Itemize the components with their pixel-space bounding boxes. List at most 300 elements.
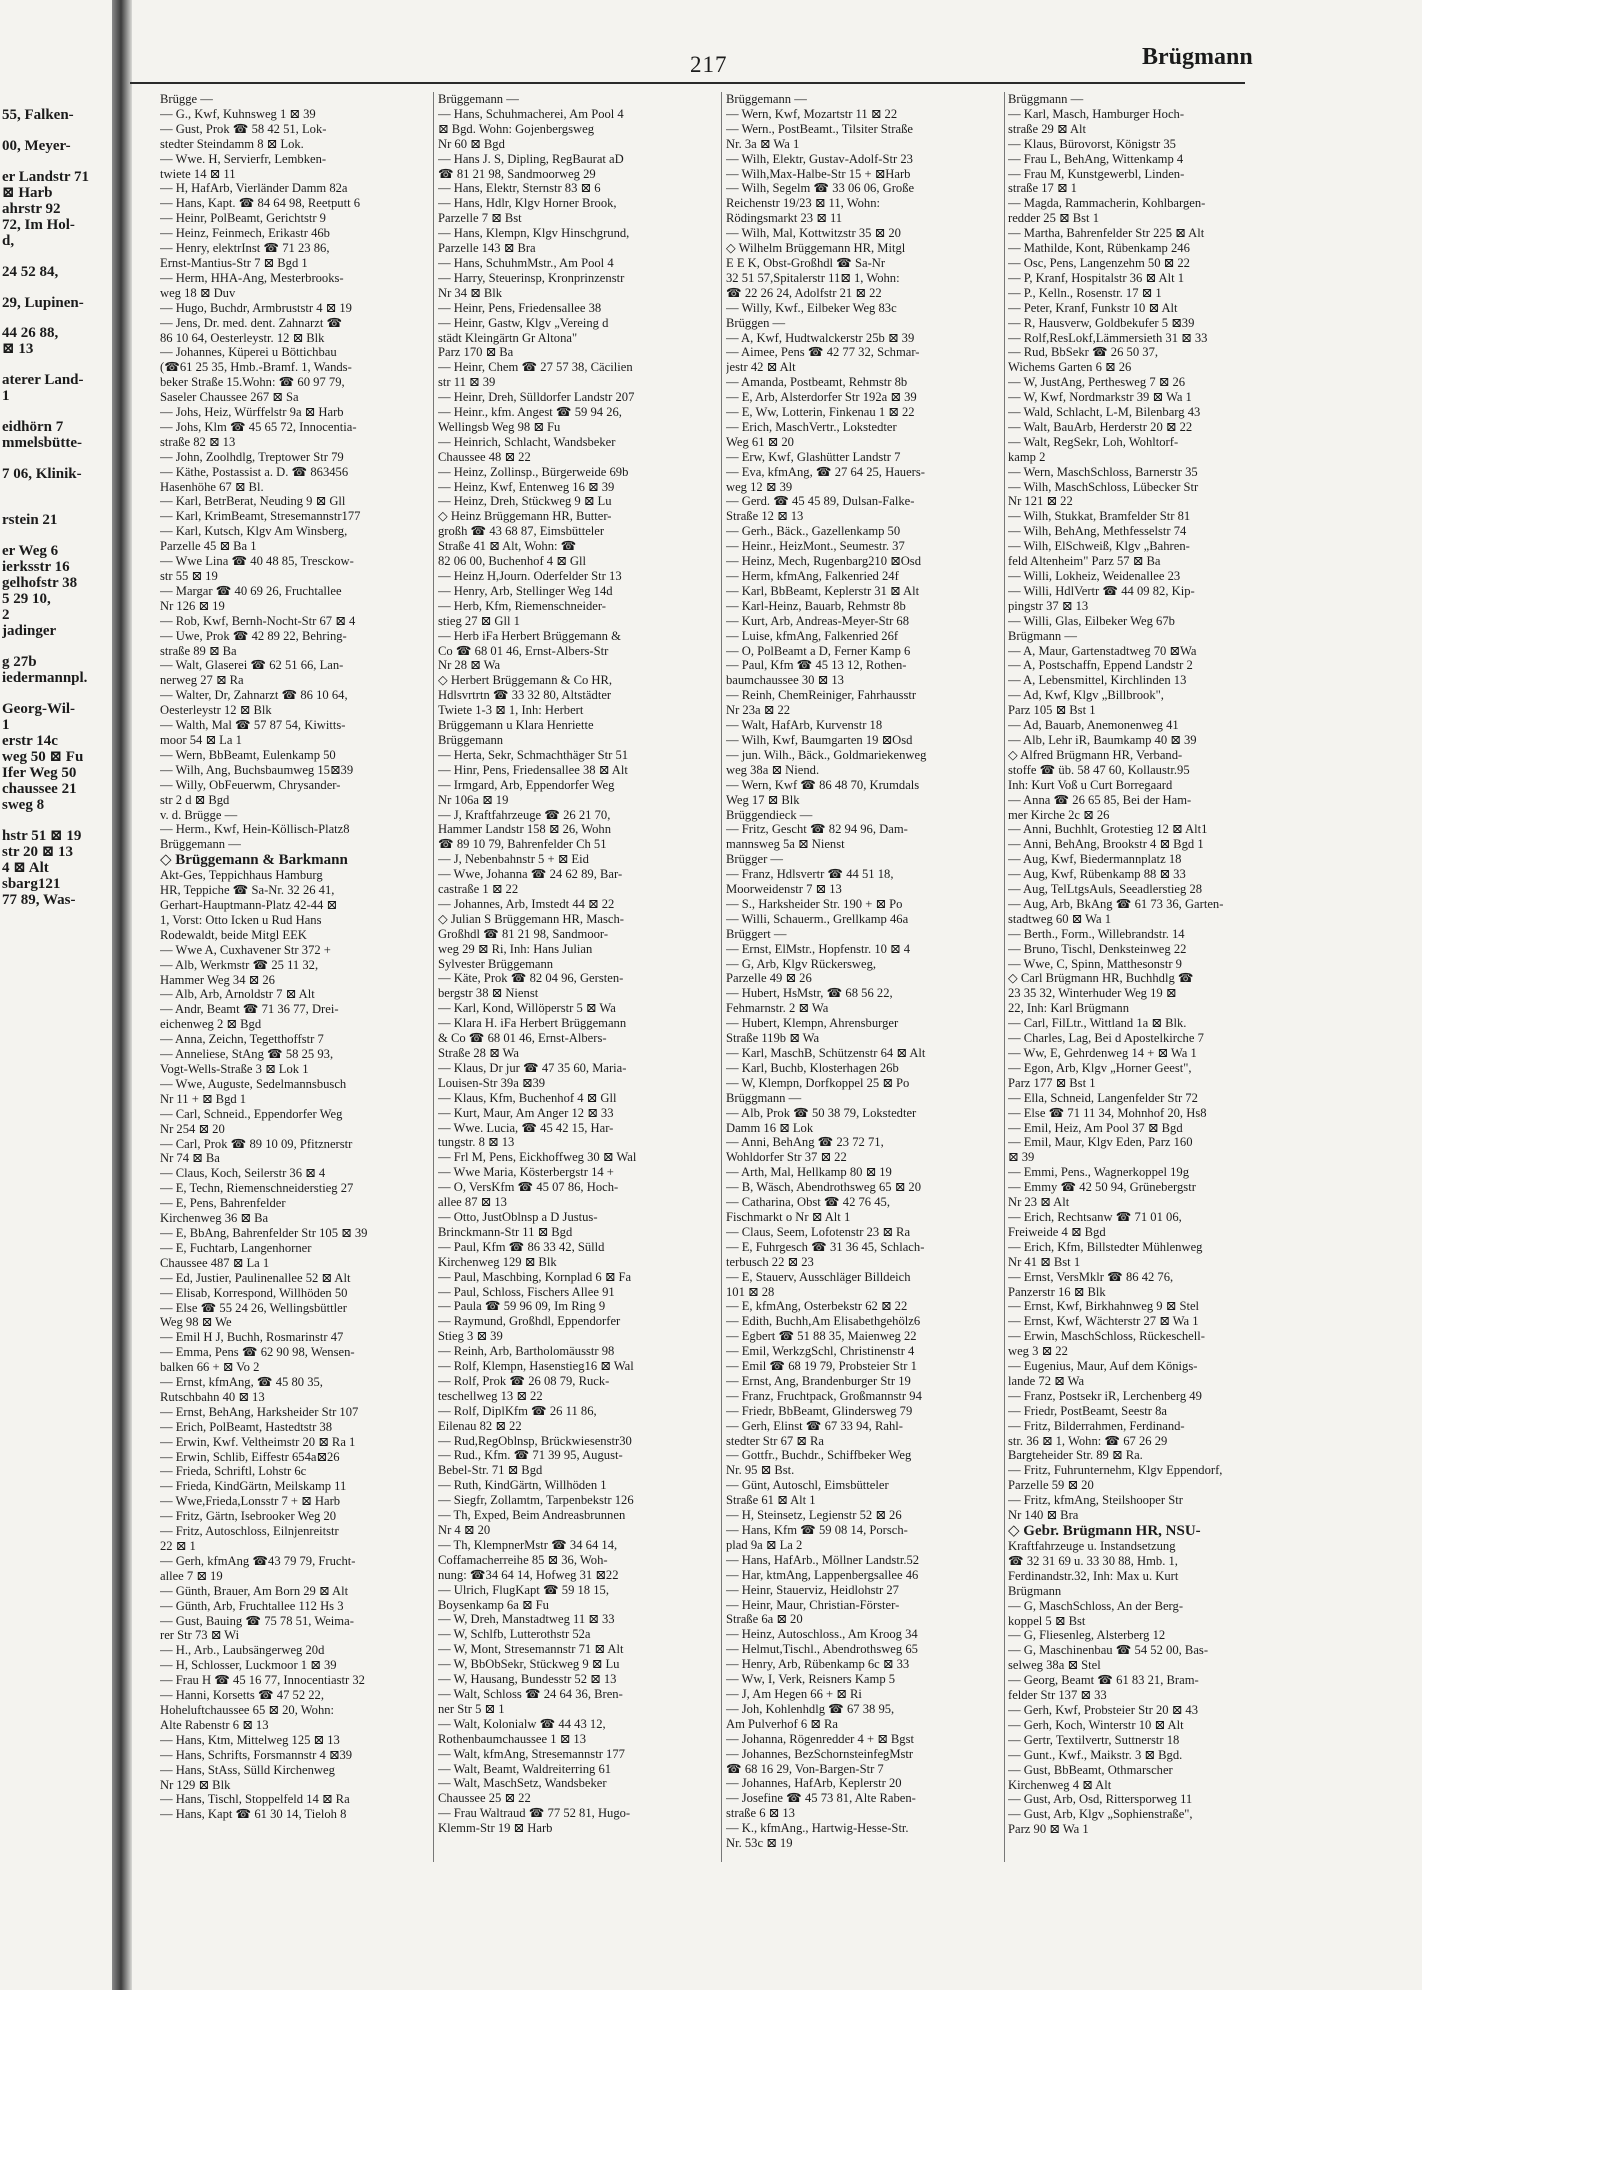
directory-entry: — Frau L, BehAng, Wittenkamp 4 (1008, 151, 1184, 166)
directory-entry: — Walt, BauArb, Herderstr 20 ⊠ 22 (1008, 419, 1193, 434)
directory-entry: Gerhart-Hauptmann-Platz 42-44 ⊠ (160, 898, 338, 913)
directory-entry: — Frau H ☎ 45 16 77, Innocentiastr 32 (160, 1673, 365, 1688)
directory-entry: — Georg, Beamt ☎ 61 83 21, Bram- (1008, 1673, 1199, 1688)
directory-entry: — Klaus, Bürovorst, Königstr 35 (1008, 136, 1176, 151)
directory-entry: — Ernst, VersMklr ☎ 86 42 76, (1008, 1269, 1174, 1284)
directory-entry: — Ed, Justier, Paulinenallee 52 ⊠ Alt (160, 1270, 351, 1285)
directory-entry: — E, Fuhrgesch ☎ 31 36 45, Schlach- (726, 1239, 925, 1254)
directory-entry: — Hans, Schuhmacherei, Am Pool 4 (438, 106, 624, 121)
directory-entry: — Johannes, Küperei u Böttichbau (160, 345, 337, 360)
directory-entry: sweg 8 (2, 796, 45, 813)
directory-entry: 72, Im Hol- (2, 216, 75, 233)
directory-entry: — Friedr, BbBeamt, Glindersweg 79 (726, 1403, 913, 1418)
directory-entry: Sylvester Brüggemann (438, 956, 554, 971)
directory-entry: — Johannes, BezSchornsteinfegMstr (726, 1746, 914, 1761)
directory-entry: Brüggert — (726, 926, 787, 941)
directory-entry: — Peter, Kranf, Funkstr 10 ⊠ Alt (1008, 300, 1178, 315)
directory-entry: — Else ☎ 55 24 26, Wellingsbüttler (160, 1300, 347, 1315)
directory-entry: rstein 21 (2, 511, 58, 528)
directory-entry: — Wwe Maria, Kösterbergstr 14 + (438, 1165, 614, 1180)
directory-entry: — Gerh, Elinst ☎ 67 33 94, Rahl- (726, 1418, 903, 1433)
directory-entry: Brügmann — (1008, 628, 1077, 643)
directory-entry: jadinger (2, 622, 57, 639)
directory-entry: — W, Schlfb, Lutterothstr 52a (438, 1627, 591, 1642)
directory-entry: Wellingsb Weg 98 ⊠ Fu (438, 419, 561, 434)
directory-entry: Oesterleystr 12 ⊠ Blk (160, 703, 272, 718)
directory-entry (2, 249, 102, 264)
directory-entry: — Heinr, Gastw, Klgv „Vereing d (438, 315, 609, 330)
directory-entry (2, 357, 102, 372)
directory-entry: — Willi, Lokheiz, Weidenallee 23 (1008, 569, 1181, 583)
directory-entry: Nr 4 ⊠ 20 (438, 1523, 491, 1537)
directory-entry: castraße 1 ⊠ 22 (438, 882, 519, 897)
directory-entry: — Walter, Dr, Zahnarzt ☎ 86 10 64, (160, 688, 348, 703)
directory-entry: — Willy, Kwf., Eilbeker Weg 83c (726, 300, 897, 315)
directory-entry: mmelsbütte- (2, 435, 82, 452)
directory-entry: — Anneliese, StAng ☎ 58 25 93, (160, 1047, 334, 1062)
directory-entry: Fischmarkt o Nr ⊠ Alt 1 (726, 1209, 851, 1224)
directory-entry: — Wwe, C, Spinn, Matthesonstr 9 (1008, 956, 1182, 971)
directory-entry: ◇ Heinz Brüggemann HR, Butter- (438, 509, 612, 524)
directory-entry: — Reinh, ChemReiniger, Fahrhausstr (726, 688, 917, 703)
directory-entry: — jun. Wilh., Bäck., Goldmariekenweg (726, 747, 927, 762)
directory-entry: — Karl, KrimBeamt, Stresemannstr177 (160, 509, 361, 524)
directory-entry: — Kurt, Arb, Andreas-Meyer-Str 68 (726, 613, 910, 628)
directory-entry: balken 66 + ⊠ Vo 2 (160, 1360, 260, 1375)
directory-entry (2, 497, 102, 512)
directory-entry: Nr 126 ⊠ 19 (160, 598, 225, 613)
directory-entry: — Emil ☎ 68 19 79, Probsteier Str 1 (726, 1359, 917, 1374)
directory-entry: — Henry, elektrInst ☎ 71 23 86, (160, 241, 330, 256)
directory-entry: Brinckmann-Str 11 ⊠ Bgd (438, 1224, 573, 1239)
directory-entry: — A, Kwf, Hudtwalckerstr 25b ⊠ 39 (726, 330, 915, 345)
directory-entry: Wohldorfer Str 37 ⊠ 22 (726, 1150, 847, 1165)
page-number: 217 (690, 52, 728, 77)
directory-entry: Brüggemann — (726, 92, 807, 106)
directory-entry: Nr. 53c ⊠ 19 (726, 1836, 793, 1851)
directory-entry: — Karl, BetrBerat, Neuding 9 ⊠ Gll (160, 494, 346, 509)
directory-entry: — Willi, HdlVertr ☎ 44 09 82, Kip- (1008, 583, 1195, 598)
directory-entry: — Reinh, Arb, Bartholomäusstr 98 (438, 1344, 615, 1359)
directory-entry: — Ulrich, FlugKapt ☎ 59 18 15, (438, 1582, 609, 1597)
directory-entry: — Gust, Prok ☎ 58 42 51, Lok- (160, 121, 327, 136)
directory-entry: lande 72 ⊠ Wa (1008, 1373, 1085, 1388)
directory-entry: — Eva, kfmAng, ☎ 27 64 25, Hauers- (726, 464, 925, 479)
directory-entry: — Franz, Postsekr iR, Lerchenberg 49 (1008, 1388, 1202, 1403)
directory-entry: HR, Teppiche ☎ Sa-Nr. 32 26 41, (160, 883, 335, 898)
directory-entry: — Gust, Arb, Osd, Rittersporweg 11 (1008, 1792, 1193, 1807)
directory-entry: Straße 6a ⊠ 20 (726, 1612, 803, 1627)
directory-entry: Straße 41 ⊠ Alt, Wohn: ☎ (438, 539, 577, 554)
directory-entry: 1 (2, 716, 10, 733)
directory-entry: Parzelle 59 ⊠ 20 (1008, 1478, 1094, 1493)
column-divider (1004, 92, 1005, 1862)
directory-entry: aterer Land- (2, 372, 84, 389)
directory-entry: 22, Inh: Karl Brügmann (1008, 1001, 1130, 1016)
directory-entry: städt Kleingärtn Gr Altona" (438, 330, 578, 345)
directory-entry: — E, kfmAng, Osterbekstr 62 ⊠ 22 (726, 1299, 908, 1314)
directory-entry: — Heinz, Zollinsp., Bürgerweide 69b (438, 464, 629, 479)
directory-entry: — A, Postschaffn, Eppend Landstr 2 (1008, 658, 1193, 673)
directory-entry: — Hans, HafArb., Möllner Landstr.52 (726, 1552, 920, 1567)
directory-entry: — Gertr, Textilvertr, Suttnerstr 18 (1008, 1732, 1180, 1747)
directory-entry: 7 06, Klinik- (2, 466, 82, 483)
directory-entry: Kirchenweg 129 ⊠ Blk (438, 1254, 557, 1269)
directory-column-1 (160, 92, 432, 1822)
directory-entry: — Gerh, kfmAng ☎43 79 79, Frucht- (160, 1553, 356, 1568)
directory-entry: stoffe ☎ üb. 58 47 60, Kollaustr.95 (1008, 762, 1190, 777)
directory-entry: — S., Harksheider Str. 190 + ⊠ Po (726, 896, 903, 911)
directory-entry: — O, VersKfm ☎ 45 07 86, Hoch- (438, 1180, 619, 1195)
directory-entry: stedter Str 67 ⊠ Ra (726, 1433, 824, 1448)
directory-entry: Hammer Landstr 158 ⊠ 26, Wohn (438, 822, 611, 837)
directory-entry: weg 29 ⊠ Ri, Inh: Hans Julian (438, 941, 593, 956)
directory-entry: — Walt, kfmAng, Stresemannstr 177 (438, 1746, 625, 1761)
directory-entry: ◇ Wilhelm Brüggemann HR, Mitgl (726, 241, 906, 256)
directory-entry: Freiweide 4 ⊠ Bgd (1008, 1224, 1106, 1239)
directory-entry: — G, MaschSchloss, An der Berg- (1008, 1598, 1184, 1613)
directory-entry: Ernst-Mantius-Str 7 ⊠ Bgd 1 (160, 255, 308, 270)
directory-entry: — Willi, Schauerm., Grellkamp 46a (726, 911, 909, 926)
directory-entry: — Mathilde, Kont, Rübenkamp 246 (1008, 241, 1190, 256)
directory-column-2 (438, 92, 720, 1836)
directory-entry: — W, Hausang, Bundesstr 52 ⊠ 13 (438, 1672, 617, 1687)
directory-entry: Straße 12 ⊠ 13 (726, 509, 804, 524)
directory-entry: Brüggemann — (160, 837, 241, 852)
directory-entry: — John, Zoolhdlg, Treptower Str 79 (160, 449, 344, 464)
directory-entry: — Johs, Heiz, Würffelstr 9a ⊠ Harb (160, 405, 344, 420)
directory-entry: — Karl, BbBeamt, Keplerstr 31 ⊠ Alt (726, 583, 920, 598)
directory-entry: — Herb, Kfm, Riemenschneider- (438, 598, 606, 613)
directory-entry: Nr. 3a ⊠ Wa 1 (726, 136, 800, 151)
directory-entry: Brüggemann (438, 732, 504, 747)
directory-entry: — Carl, FilLtr., Wittland 1a ⊠ Blk. (1008, 1016, 1187, 1031)
directory-entry: allee 7 ⊠ 19 (160, 1568, 223, 1583)
directory-entry: — Th, Exped, Beim Andreasbrunnen (438, 1508, 626, 1523)
directory-entry: — Th, KlempnerMstr ☎ 34 64 14, (438, 1537, 618, 1552)
directory-entry: — Harry, Steuerinsp, Kronprinzenstr (438, 270, 625, 285)
directory-entry: — Claus, Seem, Lofotenstr 23 ⊠ Ra (726, 1224, 911, 1239)
directory-entry: — Wilh, ElSchweiß, Klgv „Bahren- (1008, 539, 1190, 554)
directory-entry: — Ruth, KindGärtn, Willhöden 1 (438, 1478, 607, 1493)
directory-entry: Parzelle 7 ⊠ Bst (438, 211, 522, 226)
directory-entry: — Günt, Autoschl, Eimsbütteler (726, 1478, 889, 1493)
directory-entry: — Anni, Buchhlt, Grotestieg 12 ⊠ Alt1 (1008, 822, 1208, 837)
directory-entry: — G., Kwf, Kuhnsweg 1 ⊠ 39 (160, 106, 316, 121)
directory-entry: — Uwe, Prok ☎ 42 89 22, Behring- (160, 628, 347, 643)
directory-entry: — Andr, Beamt ☎ 71 36 77, Drei- (160, 1002, 339, 1017)
directory-entry: Chaussee 25 ⊠ 22 (438, 1791, 531, 1806)
directory-entry: Klemm-Str 19 ⊠ Harb (438, 1821, 553, 1836)
directory-entry: Vogt-Wells-Straße 3 ⊠ Lok 1 (160, 1062, 309, 1076)
directory-entry: — Frieda, Schriftl, Lohstr 6c (160, 1464, 307, 1479)
directory-entry: — Alb, Prok ☎ 50 38 79, Lokstedter (726, 1105, 917, 1120)
directory-entry: Rutschbahn 40 ⊠ 13 (160, 1389, 265, 1404)
directory-entry: — W, Mont, Stresemannstr 71 ⊠ Alt (438, 1642, 624, 1657)
directory-entry: Coffamacherreihe 85 ⊠ 36, Woh- (438, 1552, 608, 1567)
directory-entry: — Elisab, Korrespond, Willhöden 50 (160, 1285, 348, 1300)
directory-entry: ⊠ Harb (2, 184, 53, 201)
directory-entry: — Karl, Masch, Hamburger Hoch- (1008, 106, 1185, 121)
directory-entry: — K., kfmAng., Hartwig-Hesse-Str. (726, 1821, 909, 1836)
directory-entry: Hoheluftchaussee 65 ⊠ 20, Wohn: (160, 1702, 335, 1717)
directory-entry: redder 25 ⊠ Bst 1 (1008, 211, 1099, 226)
directory-entry: Brüggemann u Klara Henriette (438, 718, 594, 733)
directory-entry: — Wwe Lina ☎ 40 48 85, Tresckow- (160, 554, 354, 569)
directory-entry (2, 528, 102, 543)
directory-entry: — Heinz, Kwf, Entenweg 16 ⊠ 39 (438, 479, 615, 494)
directory-entry: Nr 11 + ⊠ Bgd 1 (160, 1091, 247, 1106)
directory-entry: nung: ☎34 64 14, Hofweg 31 ⊠22 (438, 1567, 619, 1582)
directory-entry: — Heinz H,Journ. Oderfelder Str 13 (438, 569, 622, 583)
directory-entry: ⊠ 13 (2, 341, 34, 358)
directory-entry: — Martha, Bahrenfelder Str 225 ⊠ Alt (1008, 226, 1205, 241)
directory-entry: — Hans J. S, Dipling, RegBaurat aD (438, 151, 624, 166)
directory-entry: Hdlsvrtrtn ☎ 33 32 80, Altstädter (438, 688, 612, 703)
directory-entry: Brüggmann — (726, 1090, 802, 1105)
directory-entry: — Wilh, Ang, Buchsbaumweg 15⊠39 (160, 762, 354, 777)
directory-entry: — Herm., Kwf, Hein-Köllisch-Platz8 (160, 822, 350, 837)
directory-entry: — Frieda, KindGärtn, Meilskamp 11 (160, 1479, 347, 1494)
directory-entry: — Karl, MaschB, Schützenstr 64 ⊠ Alt (726, 1046, 926, 1060)
directory-entry: — Gust, Bauing ☎ 75 78 51, Weima- (160, 1613, 354, 1628)
directory-entry: — Johannes, HafArb, Keplerstr 20 (726, 1776, 902, 1791)
directory-entry: — Hans, Schrifts, Forsmannstr 4 ⊠39 (160, 1747, 353, 1762)
directory-entry: — Wwe. H, Servierfr, Lembken- (160, 151, 327, 166)
directory-entry: erstr 14c (2, 732, 58, 749)
directory-entry: — Wilh, BehAng, Methfesselstr 74 (1008, 524, 1187, 539)
directory-entry: — H, Steinsetz, Legienstr 52 ⊠ 26 (726, 1508, 902, 1523)
directory-entry: stadtweg 60 ⊠ Wa 1 (1008, 911, 1112, 926)
directory-entry: Parz 105 ⊠ Bst 1 (1008, 703, 1096, 718)
directory-entry: ☎ 68 16 29, Von-Bargen-Str 7 (726, 1761, 884, 1776)
directory-entry: — Fritz, Fuhrunternehm, Klgv Eppendorf, (1008, 1463, 1223, 1478)
directory-entry: Alte Rabenstr 6 ⊠ 13 (160, 1717, 269, 1732)
directory-entry: — Else ☎ 71 11 34, Mohnhof 20, Hs8 (1008, 1105, 1207, 1120)
directory-entry: Brügge — (160, 92, 213, 106)
directory-entry (2, 404, 102, 419)
directory-entry: Inh: Kurt Voß u Curt Borregaard (1008, 777, 1173, 792)
directory-entry (2, 280, 102, 295)
directory-entry: — Emil, WerkzgSchl, Christinenstr 4 (726, 1344, 915, 1359)
directory-entry: — Walt, Beamt, Waldreiterring 61 (438, 1761, 612, 1776)
directory-entry: Kirchenweg 36 ⊠ Ba (160, 1211, 269, 1226)
directory-entry: — B, Wäsch, Abendrothsweg 65 ⊠ 20 (726, 1180, 922, 1195)
directory-entry: — Hans, Kfm ☎ 59 08 14, Porsch- (726, 1523, 908, 1537)
directory-entry: — Wwe, Auguste, Sedelmannsbusch (160, 1076, 347, 1091)
directory-entry: straße 82 ⊠ 13 (160, 434, 236, 449)
directory-entry: gelhofstr 38 (2, 574, 78, 591)
directory-entry: Nr 34 ⊠ Blk (438, 285, 503, 300)
directory-entry: — Gust, BbBeamt, Othmarscher (1008, 1762, 1173, 1777)
directory-entry: Louisen-Str 39a ⊠39 (438, 1075, 546, 1090)
directory-entry: — Rolf, Prok ☎ 26 08 79, Ruck- (438, 1373, 610, 1388)
directory-entry: — Ww, I, Verk, Reisners Kamp 5 (726, 1672, 896, 1687)
directory-entry: d, (2, 232, 15, 249)
directory-entry: — Heinr, PolBeamt, Gerichtstr 9 (160, 211, 326, 226)
directory-entry: Boysenkamp 6a ⊠ Fu (438, 1597, 549, 1612)
directory-entry: — Wald, Schlacht, L-M, Bilenbarg 43 (1008, 405, 1201, 420)
directory-entry: Rodewaldt, beide Mitgl EEK (160, 927, 307, 942)
directory-entry: — Klara H. iFa Herbert Brüggemann (438, 1016, 627, 1031)
directory-entry: — Paul, Schloss, Fischers Allee 91 (438, 1284, 615, 1299)
directory-entry (2, 451, 102, 466)
directory-entry: — Wwe. Lucia, ☎ 45 42 15, Har- (438, 1120, 614, 1135)
directory-entry: — Rolf,ResLokf,Lämmersieth 31 ⊠ 33 (1008, 330, 1208, 345)
directory-entry: — Heinr, Dreh, Sülldorfer Landstr 207 (438, 390, 635, 405)
directory-entry: — H., Arb., Laubsängerweg 20d (160, 1643, 325, 1658)
directory-entry: weg 38a ⊠ Niend. (726, 762, 820, 777)
directory-entry: beker Straße 15.Wohn: ☎ 60 97 79, (160, 375, 345, 390)
directory-entry: — Emil H J, Buchh, Rosmarinstr 47 (160, 1330, 344, 1345)
directory-entry: Co ☎ 68 01 46, Ernst-Albers-Str (438, 643, 609, 658)
directory-entry: 86 10 64, Oesterleystr. 12 ⊠ Blk (160, 330, 325, 345)
directory-column-3 (726, 92, 1004, 1851)
directory-entry: — P, Kranf, Hospitalstr 36 ⊠ Alt 1 (1008, 270, 1185, 285)
directory-entry: Bargteheider Str. 89 ⊠ Ra. (1008, 1448, 1143, 1463)
directory-entry: 101 ⊠ 28 (726, 1284, 775, 1299)
directory-entry: — Egon, Arb, Klgv „Horner Geest", (1008, 1060, 1192, 1075)
directory-entry: 55, Falken- (2, 106, 74, 123)
directory-entry: allee 87 ⊠ 13 (438, 1195, 507, 1210)
directory-entry (2, 482, 102, 497)
directory-entry: — Alb, Lehr iR, Baumkamp 40 ⊠ 39 (1008, 732, 1197, 747)
directory-entry: ◇ Herbert Brüggemann & Co HR, (438, 673, 613, 688)
directory-entry: — Wilh, MaschSchloss, Lübecker Str (1008, 479, 1199, 494)
directory-entry: — Arth, Mal, Hellkamp 80 ⊠ 19 (726, 1165, 892, 1180)
directory-entry: — Walt, Kolonialw ☎ 44 43 12, (438, 1716, 606, 1731)
directory-entry: — Heinr, Maur, Christian-Förster- (726, 1597, 900, 1612)
directory-entry: — Gerh, Koch, Winterstr 10 ⊠ Alt (1008, 1717, 1184, 1732)
directory-entry: — Wilh, Stukkat, Bramfelder Str 81 (1008, 509, 1191, 524)
directory-entry: Chaussee 487 ⊠ La 1 (160, 1255, 270, 1270)
directory-entry: Straße 119b ⊠ Wa (726, 1031, 820, 1046)
directory-entry: — Heinr, Chem ☎ 27 57 38, Cäcilien (438, 360, 633, 375)
directory-entry: — E, Techn, Riemenschneiderstieg 27 (160, 1181, 354, 1196)
directory-entry: — Herb iFa Herbert Brüggemann & (438, 628, 621, 643)
directory-entry: — Emmy ☎ 42 50 94, Grünebergstr (1008, 1180, 1196, 1195)
directory-entry: 5 29 10, (2, 590, 51, 607)
directory-entry: hstr 51 ⊠ 19 (2, 827, 82, 844)
directory-entry: — Heinz, Mech, Rugenbarg210 ⊠Osd (726, 554, 921, 569)
directory-entry: Saseler Chaussee 267 ⊠ Sa (160, 390, 299, 405)
directory-entry: moor 54 ⊠ La 1 (160, 732, 242, 747)
directory-entry: — Hubert, Klempn, Ahrensburger (726, 1016, 899, 1031)
directory-entry: Nr. 95 ⊠ Bst. (726, 1463, 795, 1478)
directory-entry: — Erw, Kwf, Glashütter Landstr 7 (726, 449, 901, 464)
column-divider (433, 92, 434, 1862)
directory-entry: Nr 121 ⊠ 22 (1008, 494, 1073, 509)
left-page-fragment (2, 92, 102, 908)
directory-entry: ⊠ Bgd. Wohn: Gojenbergsweg (438, 121, 594, 136)
directory-entry: Brüggemann — (438, 92, 519, 106)
directory-entry: Straße 28 ⊠ Wa (438, 1046, 520, 1060)
directory-entry: — Frau Waltraud ☎ 77 52 81, Hugo- (438, 1806, 631, 1821)
directory-entry: Nr 129 ⊠ Blk (160, 1777, 231, 1792)
directory-entry: bergstr 38 ⊠ Nienst (438, 986, 539, 1001)
directory-entry: — Klaus, Kfm, Buchenhof 4 ⊠ Gll (438, 1090, 617, 1105)
directory-entry: nerweg 27 ⊠ Ra (160, 673, 244, 688)
directory-entry: 44 26 88, (2, 325, 59, 342)
directory-entry: — Wern, BbBeamt, Eulenkamp 50 (160, 747, 336, 762)
directory-entry: — Hans, Hdlr, Klgv Horner Brook, (438, 196, 617, 211)
directory-entry: — J, Kraftfahrzeuge ☎ 26 21 70, (438, 807, 611, 822)
directory-entry: — Osc, Pens, Langenzehm 50 ⊠ 22 (1008, 255, 1190, 270)
directory-entry: — Käte, Prok ☎ 82 04 96, Gersten- (438, 971, 624, 986)
directory-entry: plad 9a ⊠ La 2 (726, 1537, 803, 1552)
directory-entry: Parz 90 ⊠ Wa 1 (1008, 1822, 1089, 1837)
directory-entry: weg 50 ⊠ Fu (2, 748, 84, 765)
directory-entry: eidhörn 7 (2, 419, 64, 436)
directory-entry: — Ad, Kwf, Klgv „Billbrook", (1008, 688, 1164, 703)
directory-entry: chaussee 21 (2, 780, 77, 797)
directory-entry: ierksstr 16 (2, 558, 70, 575)
directory-entry: — Hans, StAss, Sülld Kirchenweg (160, 1762, 335, 1777)
directory-entry: — Anni, BehAng, Brookstr 4 ⊠ Bgd 1 (1008, 837, 1204, 852)
directory-entry: — Paul, Kfm ☎ 86 33 42, Sülld (438, 1239, 605, 1254)
directory-entry: — Eugenius, Maur, Auf dem Königs- (1008, 1359, 1198, 1374)
directory-entry: Weg 61 ⊠ 20 (726, 434, 794, 449)
directory-entry: weg 18 ⊠ Duv (160, 285, 236, 300)
directory-entry: Nr 74 ⊠ Ba (160, 1151, 220, 1166)
directory-entry: — Ernst, Ang, Brandenburger Str 19 (726, 1373, 911, 1388)
directory-entry: — Walth, Mal ☎ 57 87 54, Kiwitts- (160, 718, 346, 733)
directory-entry: — Margar ☎ 40 69 26, Fruchtallee (160, 583, 342, 598)
directory-entry: koppel 5 ⊠ Bst (1008, 1613, 1086, 1628)
directory-entry: — Emmi, Pens., Wagnerkoppel 19g (1008, 1165, 1189, 1180)
directory-entry: — Franz, Hdlsvertr ☎ 44 51 18, (726, 867, 894, 882)
directory-entry: — Karl, Kond, Willöperstr 5 ⊠ Wa (438, 1001, 616, 1016)
directory-entry: — Rolf, Klempn, Hasenstieg16 ⊠ Wal (438, 1359, 634, 1374)
directory-entry: — Hans, Tischl, Stoppelfeld 14 ⊠ Ra (160, 1792, 350, 1807)
directory-entry: — Heinz, Dreh, Stückweg 9 ⊠ Lu (438, 494, 612, 509)
directory-entry: straße 29 ⊠ Alt (1008, 121, 1087, 136)
directory-entry: — Hans, SchuhmMstr., Am Pool 4 (438, 255, 614, 270)
directory-entry: — Klaus, Dr jur ☎ 47 35 60, Maria- (438, 1060, 627, 1075)
directory-entry: Parzelle 49 ⊠ 26 (726, 971, 812, 986)
directory-entry: Parz 170 ⊠ Ba (438, 345, 514, 360)
directory-entry: — Wilh, Elektr, Gustav-Adolf-Str 23 (726, 151, 913, 166)
directory-entry: großh ☎ 43 68 87, Eimsbütteler (438, 524, 605, 539)
directory-entry: selweg 38a ⊠ Stel (1008, 1658, 1101, 1673)
directory-entry: — Heinr, Stauerviz, Heidlohstr 27 (726, 1582, 899, 1597)
directory-entry: & Co ☎ 68 01 46, Ernst-Albers- (438, 1031, 607, 1046)
directory-entry: — Franz, Fruchtpack, Großmannstr 94 (726, 1388, 922, 1403)
directory-entry: Twiete 1-3 ⊠ 1, Inh: Herbert (438, 703, 584, 718)
directory-entry: Akt-Ges, Teppichhaus Hamburg (160, 868, 323, 883)
directory-entry: Wichems Garten 6 ⊠ 26 (1008, 360, 1132, 375)
directory-entry: — Amanda, Postbeamt, Rehmstr 8b (726, 375, 908, 390)
directory-entry: — J, Nebenbahnstr 5 + ⊠ Eid (438, 852, 589, 867)
directory-entry: — Herm, HHA-Ang, Mesterbrooks- (160, 270, 344, 285)
directory-entry: teschellweg 13 ⊠ 22 (438, 1388, 543, 1403)
directory-entry: — Bruno, Tischl, Denksteinweg 22 (1008, 941, 1187, 956)
directory-entry: — Joh, Kohlenhdlg ☎ 67 38 95, (726, 1701, 895, 1716)
directory-entry: Brüggendieck — (726, 807, 813, 822)
directory-entry: — Kurt, Maur, Am Anger 12 ⊠ 33 (438, 1105, 614, 1120)
directory-entry: — Fritz, Gärtn, Isebrooker Weg 20 (160, 1509, 337, 1524)
directory-entry: Brüggmann — (1008, 92, 1084, 106)
directory-entry: — Anni, BehAng ☎ 23 72 71, (726, 1135, 884, 1150)
directory-entry (2, 154, 102, 169)
directory-entry: — Johanna, Rögenredder 4 + ⊠ Bgst (726, 1731, 914, 1746)
directory-entry: — Fritz, Autoschloss, Eilnjenreitstr (160, 1524, 339, 1539)
directory-entry: — Erich, Kfm, Billstedter Mühlenweg (1008, 1239, 1203, 1254)
directory-entry: — W, BbObSekr, Stückweg 9 ⊠ Lu (438, 1657, 620, 1672)
directory-entry: — Wwe, Johanna ☎ 24 62 89, Bar- (438, 867, 623, 882)
directory-entry: Nr 106a ⊠ 19 (438, 792, 509, 807)
directory-entry: — Ww, E, Gehrdenweg 14 + ⊠ Wa 1 (1008, 1046, 1197, 1060)
